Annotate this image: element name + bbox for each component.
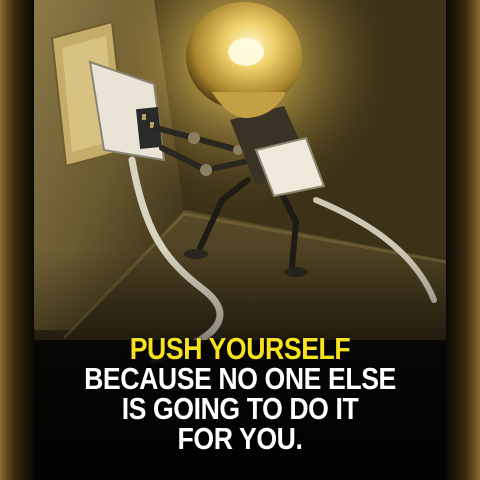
caption-line-4: FOR YOU. (177, 421, 303, 456)
caption-line-2: BECAUSE NO ONE ELSE (84, 361, 396, 396)
motivational-caption (63, 331, 417, 456)
caption-line-3: IS GOING TO DO IT (121, 391, 359, 426)
caption-line-1: PUSH YOURSELF (129, 331, 351, 366)
